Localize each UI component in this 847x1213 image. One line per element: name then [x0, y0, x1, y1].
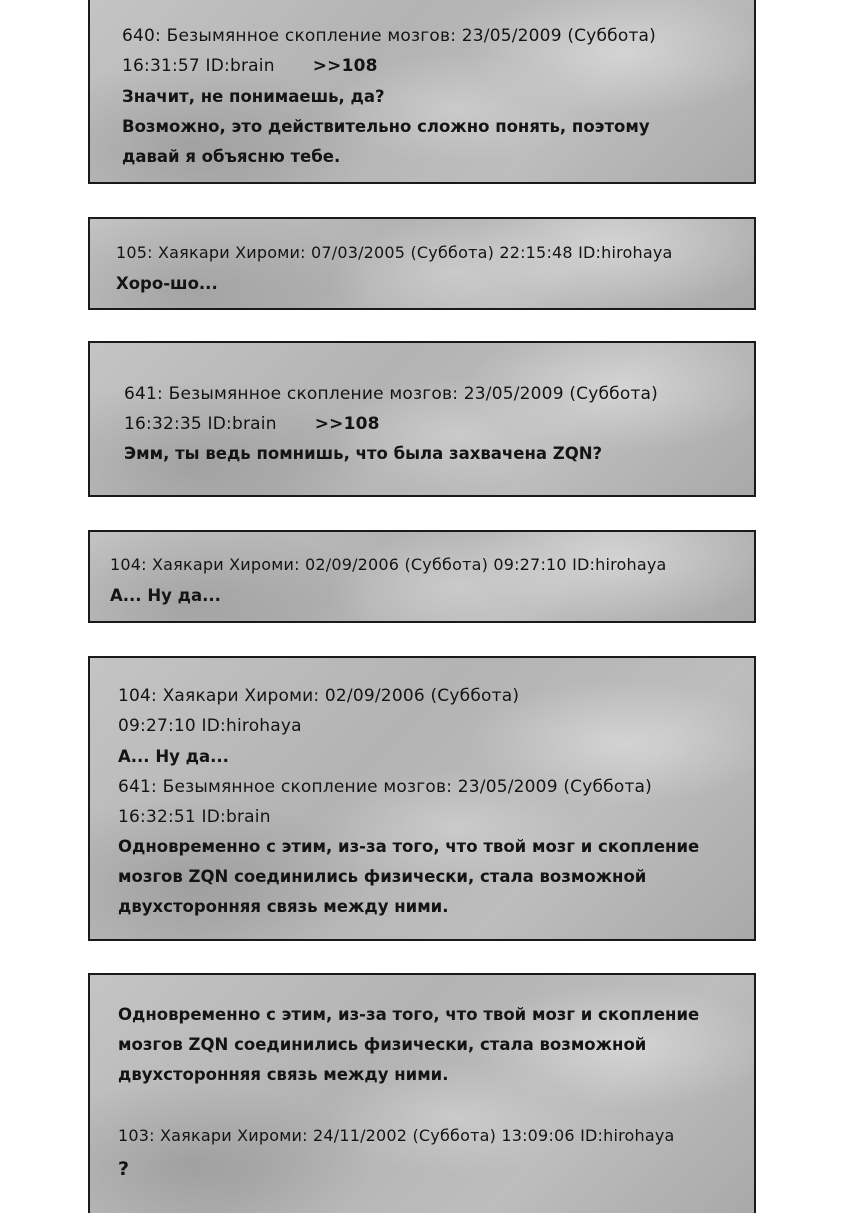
post-timestamp-text: 16:31:57 ID:brain — [122, 56, 275, 76]
post-header: 641: Безымянное скопление мозгов: 23/05/2009 (Суббота) — [124, 384, 659, 404]
post-header: 105: Хаякари Хироми: 07/03/2005 (Суббота) 22:15:48 ID:hirohaya — [116, 243, 673, 262]
post-message: Хоро-шо... — [116, 274, 218, 293]
post-message: Значит, не понимаешь, да? — [122, 87, 385, 106]
post-message: А... Ну да... — [110, 586, 221, 605]
post-message: мозгов ZQN соединились физически, стала возможной — [118, 867, 647, 886]
post-timestamp: 16:32:51 ID:brain — [118, 807, 271, 827]
post-timestamp: 09:27:10 ID:hirohaya — [118, 716, 302, 736]
post-panel-combined — [88, 656, 756, 941]
post-message: Эмм, ты ведь помнишь, что была захвачена ZQN? — [124, 444, 603, 463]
post-panel-641 — [88, 341, 756, 497]
post-panel-105 — [88, 217, 756, 310]
post-message: Одновременно с этим, из-за того, что твой мозг и скопление — [118, 1005, 700, 1024]
post-header: 103: Хаякари Хироми: 24/11/2002 (Суббота) 13:09:06 ID:hirohaya — [118, 1126, 675, 1145]
post-message: ? — [118, 1158, 130, 1180]
post-timestamp-text: 16:32:35 ID:brain — [124, 414, 277, 434]
post-panel-104 — [88, 530, 756, 623]
post-timestamp — [122, 56, 378, 76]
post-message: давай я объясню тебе. — [122, 147, 341, 166]
post-header: 640: Безымянное скопление мозгов: 23/05/2009 (Суббота) — [122, 26, 657, 46]
post-header: 104: Хаякари Хироми: 02/09/2006 (Суббота) 09:27:10 ID:hirohaya — [110, 555, 667, 574]
post-header: 641: Безымянное скопление мозгов: 23/05/2009 (Суббота) — [118, 777, 653, 797]
post-message: А... Ну да... — [118, 747, 229, 766]
post-message: Возможно, это действительно сложно понять, поэтому — [122, 117, 650, 136]
post-header: 104: Хаякари Хироми: 02/09/2006 (Суббота) — [118, 686, 520, 706]
reply-link[interactable]: >>108 — [314, 414, 380, 434]
post-message: двухсторонняя связь между ними. — [118, 897, 449, 916]
post-panel-103 — [88, 973, 756, 1213]
post-message: двухсторонняя связь между ними. — [118, 1065, 449, 1084]
post-panel-640 — [88, 0, 756, 184]
post-message: Одновременно с этим, из-за того, что твой мозг и скопление — [118, 837, 700, 856]
reply-link[interactable]: >>108 — [312, 56, 378, 76]
post-message: мозгов ZQN соединились физически, стала возможной — [118, 1035, 647, 1054]
post-timestamp — [124, 414, 380, 434]
